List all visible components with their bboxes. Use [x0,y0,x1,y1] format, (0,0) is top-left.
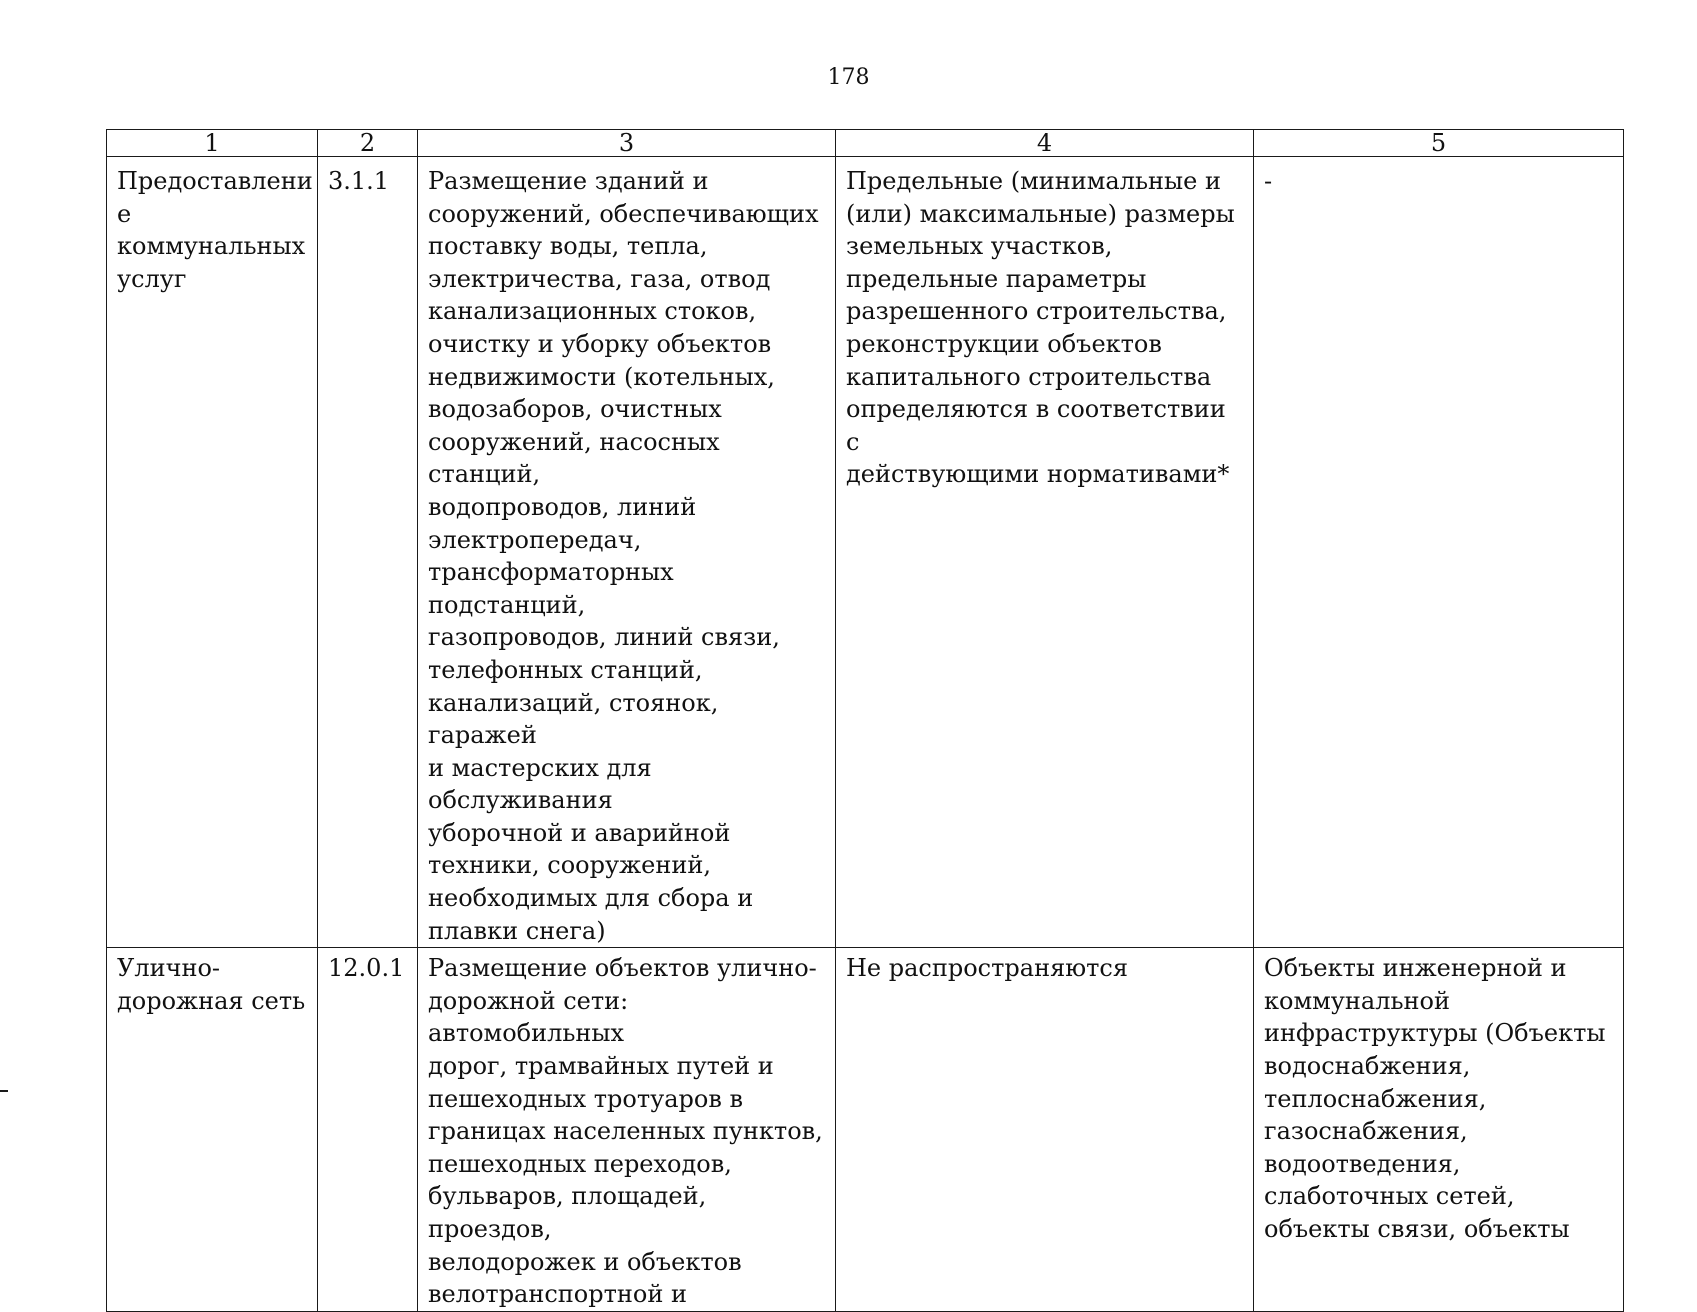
cell-description-text: Размещение объектов улично- дорожной сети: автомобильных дорог, трамвайных путей и пешеходных тротуаров в границах населенных пунктов, пешеходных переходов, бульваров, площадей, проездов, велодорожек и объектов велотранспортной и [428,954,823,1309]
land-use-table [106,129,1624,1312]
page-number: 178 [827,65,870,90]
cell-use-type-text: Предоставлени е коммунальных услуг [117,167,313,293]
cell-use-type [107,948,318,1312]
header-col-2: 2 [318,130,418,157]
cell-code-text: 12.0.1 [328,954,405,983]
table-header [107,130,1624,157]
cell-parameters [836,948,1254,1312]
table-row [107,157,1624,948]
cell-parameters [836,157,1254,948]
table-body [107,157,1624,1312]
cell-use-type [107,157,318,948]
margin-mark [0,1090,8,1092]
header-col-5: 5 [1254,130,1624,157]
cell-description-text: Размещение зданий и сооружений, обеспечивающих поставку воды, тепла, электричества, газа, отвод канализационных стоков, очистку и уборку объектов недвижимости (котельных, водозаборов, очистных сооружений, насосных станций, водопроводов, линий электропередач, трансформаторных подстанций, газопроводов, линий связи, телефонных станций, канализаций, стоянок, гаражей и мастерских для обслуживания уборочной и аварийной техники, сооружений, необходимых для сбора и плавки снега) [428,167,819,945]
cell-code [318,157,418,948]
header-col-3: 3 [418,130,836,157]
cell-use-type-text: Улично- дорожная сеть [117,954,306,1015]
cell-code-text: 3.1.1 [328,167,390,195]
cell-description [418,948,836,1312]
cell-description [418,157,836,948]
cell-objects-text: Объекты инженерной и коммунальной инфраструктуры (Объекты водоснабжения, теплоснабжения, газоснабжения, водоотведения, слаботочных сетей, объекты связи, объекты [1264,954,1606,1243]
cell-parameters-text: Предельные (минимальные и (или) максимальные) размеры земельных участков, предельные параметры разрешенного строительства, реконструкции объектов капитального строительства определяются в соответствии с действующими нормативами* [846,167,1235,489]
header-col-4: 4 [836,130,1254,157]
cell-objects [1254,948,1624,1312]
cell-objects [1254,157,1624,948]
table-row [107,948,1624,1312]
cell-parameters-text: Не распространяются [846,954,1128,983]
cell-objects-text: - [1264,167,1273,195]
cell-code [318,948,418,1312]
header-row [107,130,1624,157]
header-col-1: 1 [107,130,318,157]
